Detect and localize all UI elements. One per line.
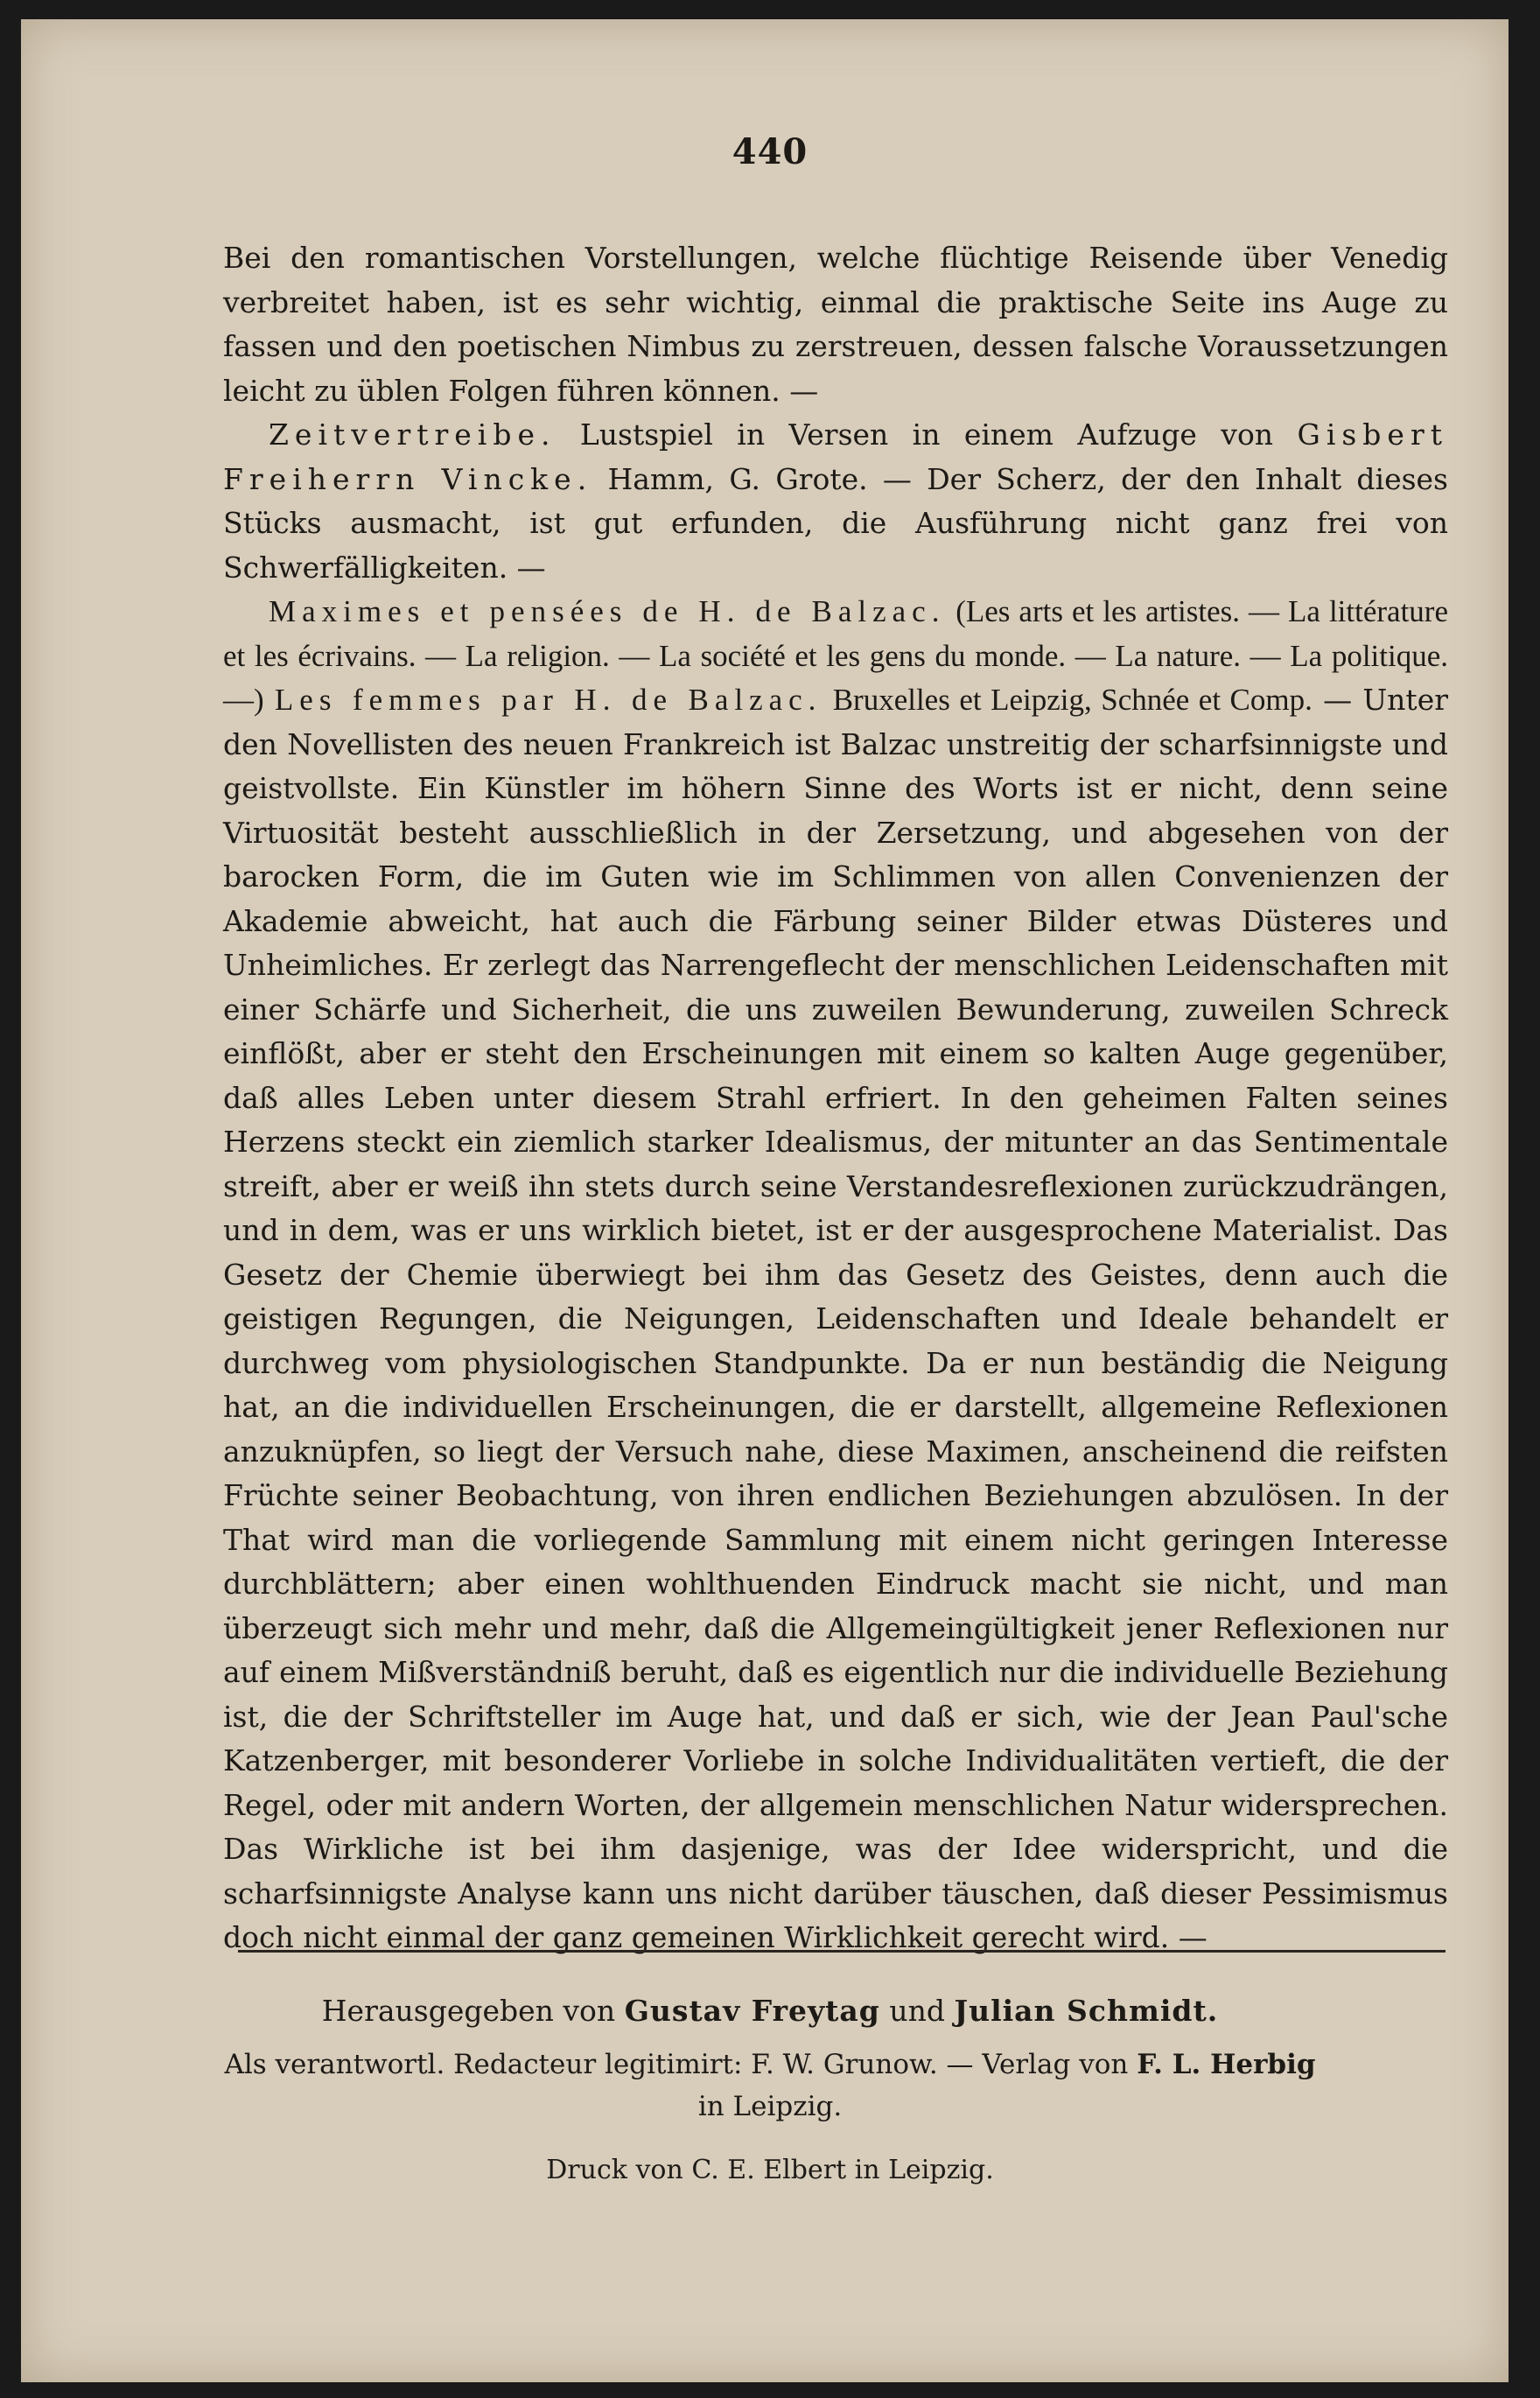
review-text: Hamm, G. Grote. — Der Scherz, der den Inhalt dieses Stücks ausmacht, ist gut erfunden, die Ausführung nicht ganz frei von Schwerfälligkeiten. — [223,461,1448,585]
footer-printer: Druck von C. E. Elbert in Leipzig. [546,2155,994,2185]
review-title: Les femmes par H. de Balzac. [274,683,822,717]
review-text: — Unter den Novellisten des neuen Frankreich ist Balzac unstreitig der scharfsinnigste und geistvollste. Ein Künstler im höhern Sinne des Worts ist er nicht, denn seine Virtuosität besteht ausschließlich in der Zersetzung, und abgesehen von der barocken Form, die im Guten wie im Schlimmen von allen Convenienzen der Akademie abweicht, hat auch die Färbung seiner Bilder etwas Düsteres und Unheimliches. Er zerlegt das Narrengeflecht der menschlichen Leidenschaften mit einer Schärfe und Sicherheit, die uns zuweilen Bewunderung, zuweilen Schreck einflößt, aber er steht den Erscheinungen mit einem so kalten Auge gegenüber, daß alles Leben unter diesem Strahl erfriert. In den geheimen Falten seines Herzens steckt ein ziemlich starker Idealismus, der mitunter an das Sentimentale streift, aber er weiß ihn stets durch seine Verstandesreflexionen zurückzudrängen, und in dem, was er uns wirklich bietet, ist er der ausgesprochene Materialist. Das Gesetz der Chemie überwiegt bei ihm das Gesetz des Geistes, denn auch die geistigen Regungen, die Neigungen, Leidenschaften und Ideale behandelt er durchweg vom physiologischen Standpunkte. Da er nun beständig die Neigung hat, an die individuellen Erscheinungen, die er darstellt, allgemeine Reflexionen anzuknüpfen, so liegt der Versuch nahe, diese Maximen, anscheinend die reifsten Früchte seiner Beobachtung, von ihren endlichen Beziehungen abzulösen. In der That wird man die vorliegende Sammlung mit einem nicht geringen Interesse durchblättern; aber einen wohlthuenden Eindruck macht sie nicht, und man überzeugt sich mehr und mehr, daß die Allgemeingültigkeit jener Reflexionen nur auf einem Mißverständniß beruht, daß es eigentlich nur die individuelle Beziehung ist, die der Schriftsteller im Auge hat, und daß er sich, wie der Jean Paul'sche Katzenberger, mit besonderer Vorliebe in solche Individualitäten vertieft, die der Regel, oder mit andern Worten, der allgemein menschlichen Natur widersprechen. Das Wirkliche ist bei ihm dasjenige, was der Idee widerspricht, und die scharfsinnigste Analyse kann uns nicht darüber täuschen, daß dieser Pessimismus doch nicht einmal der ganz gemeinen Wirklichkeit gerecht wird. — [223,683,1448,1954]
publisher-prefix: Herausgegeben von [321,1994,616,2028]
publisher-house: F. L. Herbig [1137,2049,1316,2080]
footer-divider [238,1950,1446,1953]
publisher-and: und [889,1994,945,2028]
footer-editor [0,2044,1540,2128]
footer-publisher [0,1994,1540,2028]
review-title: Zeitvertreibe. [269,417,556,452]
editor-place: in Leipzig. [697,2091,843,2122]
review-contents: (Les arts et les artistes. — La littérature et les écrivains. — La religion. — La société et les gens du monde. — La nature. — La politique. —) [223,594,1448,717]
review-author: Gisbert Freiherrn Vincke. [223,417,1448,496]
publisher-name: Julian Schmidt. [954,1994,1219,2028]
review-entry-zeitvertreibe [223,413,1448,590]
editor-line: Als verantwortl. Redacteur legitimirt: F. W. Grunow. — Verlag von [224,2049,1129,2080]
publisher-name: Gustav Freytag [624,1994,880,2028]
review-entry-balzac [223,590,1448,1960]
review-publisher: Bruxelles et Leipzig, Schnée et Comp. [832,683,1312,717]
article-paragraph: Bei den romantischen Vorstellungen, welche flüchtige Reisende über Venedig verbreitet haben, ist es sehr wichtig, einmal die praktische Seite ins Auge zu fassen und den poetischen Nimbus zu zerstreuen, dessen falsche Voraussetzungen leicht zu üblen Folgen führen können. — [223,241,1448,408]
page-number: 440 [732,131,808,172]
review-title: Maximes et pensées de H. de Balzac. [269,594,946,628]
review-text: Lustspiel in Versen in einem Aufzuge von [579,417,1274,452]
article-body [223,236,1448,1960]
